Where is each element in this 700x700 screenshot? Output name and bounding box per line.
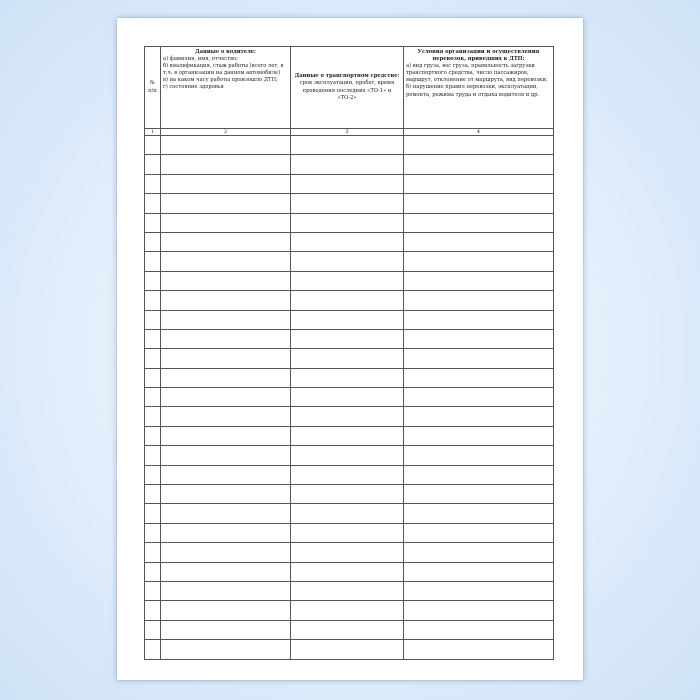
column-number-4: 4: [404, 129, 554, 136]
table-cell-col-2: [161, 465, 291, 484]
table-cell-col-2: [161, 368, 291, 387]
table-cell-col-1: [145, 194, 161, 213]
table-cell-col-1: [145, 388, 161, 407]
column-number-2: 2: [161, 129, 291, 136]
table-row: [145, 368, 554, 387]
header-conditions-item-a: а) вид груза, вес груза, правильность загрузки транспортного средства, число пассажиров, маршрут, отклонение от маршрута, вид перевозки;: [406, 63, 548, 84]
table-cell-col-3: [291, 368, 404, 387]
table-cell-col-3: [291, 194, 404, 213]
table-cell-col-1: [145, 310, 161, 329]
table-cell-col-4: [404, 485, 554, 504]
table-cell-col-1: [145, 232, 161, 251]
table-cell-col-4: [404, 291, 554, 310]
table-cell-col-3: [291, 174, 404, 193]
table-row: [145, 446, 554, 465]
table-cell-col-1: [145, 640, 161, 659]
header-col-number-line2: п/п: [148, 87, 157, 94]
header-vehicle-text: срок эксплуатации, пробег, время проведения последних «ТО-1» и «ТО-2»: [299, 80, 395, 101]
table-header-row: [145, 47, 554, 129]
table-cell-col-3: [291, 543, 404, 562]
table-row: [145, 485, 554, 504]
table-cell-col-2: [161, 232, 291, 251]
header-driver-item-b: б) квалификация, стаж работы (всего лет, в т.ч. в организации на данном автомобиле): [163, 63, 284, 77]
table-row: [145, 349, 554, 368]
header-driver-item-c: в) на каком часу работы произошло ДТП;: [163, 77, 278, 84]
table-row: [145, 407, 554, 426]
table-cell-col-4: [404, 543, 554, 562]
table-cell-col-2: [161, 523, 291, 542]
table-row: [145, 232, 554, 251]
table-cell-col-1: [145, 136, 161, 155]
header-col-conditions: [404, 47, 554, 129]
table-row: [145, 136, 554, 155]
table-cell-col-2: [161, 291, 291, 310]
table-row: [145, 388, 554, 407]
table-cell-col-1: [145, 446, 161, 465]
table-cell-col-2: [161, 252, 291, 271]
table-cell-col-2: [161, 562, 291, 581]
table-cell-col-1: [145, 213, 161, 232]
table-cell-col-3: [291, 465, 404, 484]
table-cell-col-3: [291, 310, 404, 329]
table-cell-col-2: [161, 620, 291, 639]
table-cell-col-3: [291, 271, 404, 290]
table-cell-col-1: [145, 504, 161, 523]
table-row: [145, 271, 554, 290]
header-col-number: [145, 47, 161, 129]
table-cell-col-1: [145, 543, 161, 562]
table-cell-col-1: [145, 601, 161, 620]
table-row: [145, 310, 554, 329]
table-cell-col-4: [404, 446, 554, 465]
table-cell-col-2: [161, 136, 291, 155]
table-row: [145, 194, 554, 213]
table-cell-col-1: [145, 620, 161, 639]
table-cell-col-3: [291, 523, 404, 542]
table-cell-col-1: [145, 426, 161, 445]
table-cell-col-1: [145, 407, 161, 426]
table-cell-col-4: [404, 368, 554, 387]
table-row: [145, 543, 554, 562]
table-cell-col-2: [161, 426, 291, 445]
table-cell-col-2: [161, 213, 291, 232]
table-cell-col-2: [161, 310, 291, 329]
table-cell-col-3: [291, 601, 404, 620]
table-row: [145, 426, 554, 445]
table-cell-col-4: [404, 640, 554, 659]
table-cell-col-4: [404, 252, 554, 271]
table-cell-col-4: [404, 388, 554, 407]
table-cell-col-3: [291, 155, 404, 174]
table-cell-col-1: [145, 155, 161, 174]
table-cell-col-3: [291, 136, 404, 155]
table-cell-col-3: [291, 426, 404, 445]
table-row: [145, 523, 554, 542]
form-page: [117, 18, 583, 680]
table-cell-col-3: [291, 446, 404, 465]
table-cell-col-4: [404, 174, 554, 193]
table-cell-col-1: [145, 562, 161, 581]
table-cell-col-3: [291, 232, 404, 251]
table-cell-col-3: [291, 407, 404, 426]
table-cell-col-4: [404, 310, 554, 329]
table-cell-col-2: [161, 388, 291, 407]
table-row: [145, 640, 554, 659]
table-cell-col-1: [145, 174, 161, 193]
table-cell-col-4: [404, 329, 554, 348]
table-cell-col-3: [291, 291, 404, 310]
table-cell-col-2: [161, 543, 291, 562]
column-number-3: 3: [291, 129, 404, 136]
table-row: [145, 252, 554, 271]
table-row: [145, 291, 554, 310]
table-row: [145, 562, 554, 581]
accident-journal-table: [144, 46, 554, 660]
table-cell-col-1: [145, 368, 161, 387]
table-cell-col-3: [291, 581, 404, 600]
table-cell-col-1: [145, 581, 161, 600]
table-row: [145, 581, 554, 600]
table-cell-col-3: [291, 640, 404, 659]
table-cell-col-4: [404, 504, 554, 523]
table-cell-col-1: [145, 252, 161, 271]
table-cell-col-4: [404, 562, 554, 581]
table-cell-col-4: [404, 426, 554, 445]
table-cell-col-2: [161, 155, 291, 174]
table-cell-col-2: [161, 194, 291, 213]
table-cell-col-4: [404, 349, 554, 368]
table-row: [145, 213, 554, 232]
table-row: [145, 329, 554, 348]
table-cell-col-4: [404, 465, 554, 484]
table-cell-col-1: [145, 485, 161, 504]
table-cell-col-2: [161, 601, 291, 620]
header-driver-item-d: г) состояние здоровья: [163, 84, 224, 91]
table-cell-col-4: [404, 271, 554, 290]
table-row: [145, 620, 554, 639]
header-col-number-line1: №: [150, 80, 155, 87]
header-conditions-item-b: б) нарушение правил перевозки, эксплуатации, ремонта, режима труда и отдыха водителя и др.: [406, 84, 540, 98]
header-driver-title: Данные о водителе:: [195, 49, 256, 55]
header-col-vehicle: [291, 47, 404, 129]
table-cell-col-2: [161, 271, 291, 290]
table-row: [145, 504, 554, 523]
table-cell-col-4: [404, 194, 554, 213]
table-cell-col-1: [145, 465, 161, 484]
table-cell-col-1: [145, 329, 161, 348]
table-row: [145, 465, 554, 484]
table-cell-col-3: [291, 388, 404, 407]
table-row: [145, 155, 554, 174]
table-cell-col-2: [161, 349, 291, 368]
table-cell-col-3: [291, 349, 404, 368]
table-cell-col-4: [404, 581, 554, 600]
table-cell-col-1: [145, 523, 161, 542]
table-cell-col-4: [404, 213, 554, 232]
table-cell-col-2: [161, 174, 291, 193]
table-cell-col-3: [291, 329, 404, 348]
column-number-1: 1: [145, 129, 161, 136]
table-row: [145, 174, 554, 193]
table-cell-col-4: [404, 407, 554, 426]
table-cell-col-1: [145, 271, 161, 290]
table-cell-col-2: [161, 640, 291, 659]
table-cell-col-3: [291, 252, 404, 271]
header-col-driver: [161, 47, 291, 129]
table-cell-col-3: [291, 504, 404, 523]
table-cell-col-1: [145, 291, 161, 310]
header-driver-item-a: а) фамилия, имя, отчество;: [163, 56, 238, 63]
table-cell-col-3: [291, 213, 404, 232]
table-cell-col-4: [404, 136, 554, 155]
table-cell-col-1: [145, 349, 161, 368]
table-cell-col-2: [161, 407, 291, 426]
table-cell-col-2: [161, 329, 291, 348]
table-cell-col-3: [291, 485, 404, 504]
table-cell-col-2: [161, 485, 291, 504]
header-vehicle-title: Данные о транспортном средстве:: [294, 73, 400, 80]
table-cell-col-3: [291, 562, 404, 581]
table-cell-col-2: [161, 446, 291, 465]
table-cell-col-4: [404, 620, 554, 639]
table-cell-col-4: [404, 523, 554, 542]
table-row: [145, 601, 554, 620]
table-cell-col-4: [404, 601, 554, 620]
table-cell-col-4: [404, 155, 554, 174]
header-conditions-title: Условия организации и осуществления перевозок, приведших к ДТП:: [417, 49, 540, 63]
table-cell-col-2: [161, 504, 291, 523]
table-cell-col-2: [161, 581, 291, 600]
table-cell-col-4: [404, 232, 554, 251]
column-numbers-row: [145, 129, 554, 136]
table-cell-col-3: [291, 620, 404, 639]
